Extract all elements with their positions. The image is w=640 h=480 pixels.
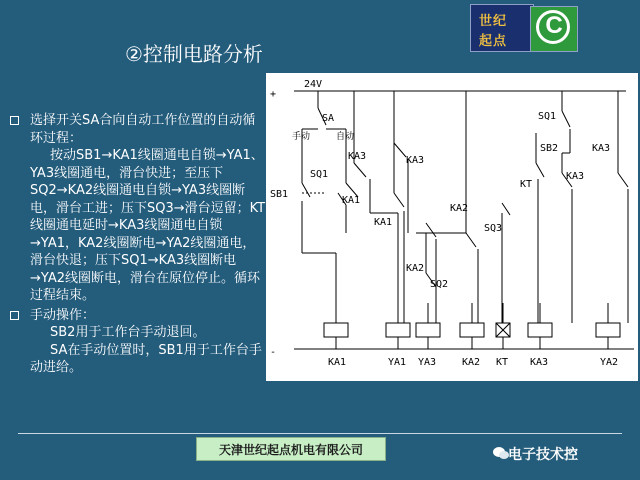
coil-label: KA3	[530, 357, 549, 368]
bullet-line: SB2用于工作台手动退回。	[50, 325, 206, 340]
ka3-label-a: KA3	[348, 151, 367, 162]
coil-label: YA1	[388, 357, 407, 368]
ka2-b-label: KA2	[406, 263, 425, 274]
ka1-contact-label: KA1	[342, 195, 361, 206]
circuit-svg	[266, 73, 638, 381]
bullet-heading: 选择开关SA合向自动工作位置的自动循环过程：	[30, 113, 256, 146]
ka3-label-c: KA3	[566, 171, 585, 182]
auto-label: 自动	[336, 132, 355, 142]
coil-label: YA2	[600, 357, 619, 368]
logo-line-1: 世纪	[479, 14, 508, 29]
circuit-diagram	[266, 73, 638, 381]
sq1-top-label: SQ1	[538, 111, 557, 122]
coil-label: YA3	[418, 357, 437, 368]
footer-company: 天津世纪起点机电有限公司	[218, 443, 363, 457]
kt-contact-label: KT	[520, 179, 533, 190]
bullet-manual	[10, 307, 268, 377]
sq3-label: SQ3	[484, 223, 503, 234]
sq1-label: SQ1	[310, 169, 329, 180]
square-bullet-icon	[10, 116, 19, 125]
ka2-a-label: KA2	[450, 203, 469, 214]
bullet-line: SA在手动位置时，SB1用于工作台手动进给。	[30, 342, 262, 375]
sa-label: SA	[322, 113, 335, 124]
bullet-detail: 按动SB1→KA1线圈通电自锁→YA1、YA3线圈通电，滑台快进；至压下SQ2→KA2线圈通电自锁→YA3线圈断电，滑台工进；压下SQ3→滑台逗留；KT线圈通电延时→KA3线圈通电自锁→YA1，KA2线圈断电→YA2线圈通电，滑台快退；压下SQ1→KA3线圈断电→YA2线圈断电，滑台在原位停止。循环过程结束。	[30, 148, 266, 303]
footer-divider	[18, 433, 622, 434]
sb2-label: SB2	[540, 143, 559, 154]
company-logo	[470, 4, 534, 52]
wechat-icon	[493, 446, 509, 460]
badge-letter: C	[545, 12, 563, 39]
coil-label: KT	[496, 357, 509, 368]
bullet-heading: 手动操作：	[30, 307, 96, 323]
ka3-label-d: KA3	[592, 143, 611, 154]
body-text	[10, 112, 268, 377]
ka1-b-label: KA1	[374, 217, 393, 228]
c-logo-badge	[530, 6, 578, 52]
minus-terminal: -	[270, 347, 277, 358]
footer-company-box	[196, 437, 386, 461]
voltage-label: 24V	[304, 79, 323, 90]
plus-terminal: +	[270, 89, 277, 100]
manual-label: 手动	[292, 132, 311, 142]
slide-title: ②控制电路分析	[125, 42, 263, 66]
coil-label: KA2	[462, 357, 481, 368]
logo-line-2: 起点	[479, 34, 508, 49]
sb1-label: SB1	[270, 189, 289, 200]
coil-label: KA1	[328, 357, 347, 368]
ka3-label-b: KA3	[406, 155, 425, 166]
watermark-text: 电子技术控	[508, 447, 578, 463]
bullet-auto-cycle	[10, 112, 268, 305]
square-bullet-icon	[10, 311, 19, 320]
sq2-label: SQ2	[430, 279, 449, 290]
